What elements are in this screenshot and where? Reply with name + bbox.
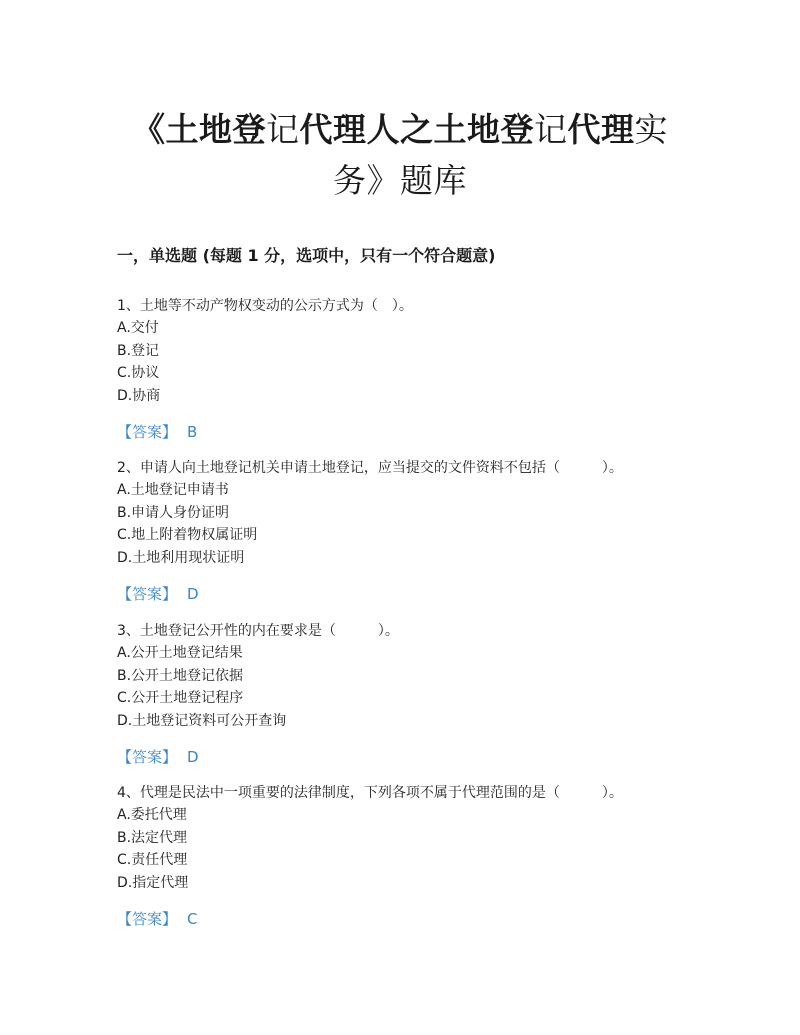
option-b: B.申请人身份证明 — [117, 504, 230, 521]
question-4 — [117, 782, 717, 930]
answer-value: B — [187, 423, 198, 441]
answer-value: D — [187, 748, 199, 766]
option-b: B.法定代理 — [117, 829, 188, 846]
answer-line — [117, 421, 717, 443]
document-title — [100, 104, 700, 206]
question-2 — [117, 457, 717, 605]
title-line-1: 《土地登记代理人之土地登记代理实 — [132, 110, 668, 149]
answer-label: 【答案】 — [117, 585, 178, 603]
option-a: A.交付 — [117, 320, 159, 336]
option-d: D.协商 — [117, 387, 161, 404]
answer-label: 【答案】 — [117, 423, 178, 441]
option-d: D.土地利用现状证明 — [117, 549, 245, 566]
option-c: C.责任代理 — [117, 852, 188, 868]
option-c: C.协议 — [117, 365, 160, 381]
option-a: A.公开土地登记结果 — [117, 645, 243, 661]
question-stem: 2、申请人向土地登记机关申请土地登记，应当提交的文件资料不包括（ ）。 — [117, 460, 623, 476]
answer-value: C — [187, 910, 198, 928]
option-d: D.指定代理 — [117, 874, 189, 891]
option-c: C.地上附着物权属证明 — [117, 527, 258, 543]
answer-label: 【答案】 — [117, 748, 178, 766]
option-d: D.土地登记资料可公开查询 — [117, 712, 287, 729]
title-line-2: 务》题库 — [333, 161, 467, 200]
option-b: B.登记 — [117, 342, 160, 359]
answer-line — [117, 908, 717, 930]
option-a: A.委托代理 — [117, 807, 187, 823]
answer-line — [117, 583, 717, 605]
section-heading: 一，单选题 (每题 1 分，选项中，只有一个符合题意) — [117, 246, 496, 265]
option-c: C.公开土地登记程序 — [117, 690, 244, 706]
answer-line — [117, 746, 717, 768]
question-stem: 1、土地等不动产物权变动的公示方式为（ ）。 — [117, 298, 413, 314]
question-3 — [117, 620, 717, 768]
answer-value: D — [187, 585, 199, 603]
question-1 — [117, 295, 717, 443]
question-stem: 4、代理是民法中一项重要的法律制度，下列各项不属于代理范围的是（ ）。 — [117, 785, 623, 801]
question-stem: 3、土地登记公开性的内在要求是（ ）。 — [117, 623, 399, 639]
answer-label: 【答案】 — [117, 910, 178, 928]
option-b: B.公开土地登记依据 — [117, 667, 244, 684]
option-a: A.土地登记申请书 — [117, 482, 229, 498]
